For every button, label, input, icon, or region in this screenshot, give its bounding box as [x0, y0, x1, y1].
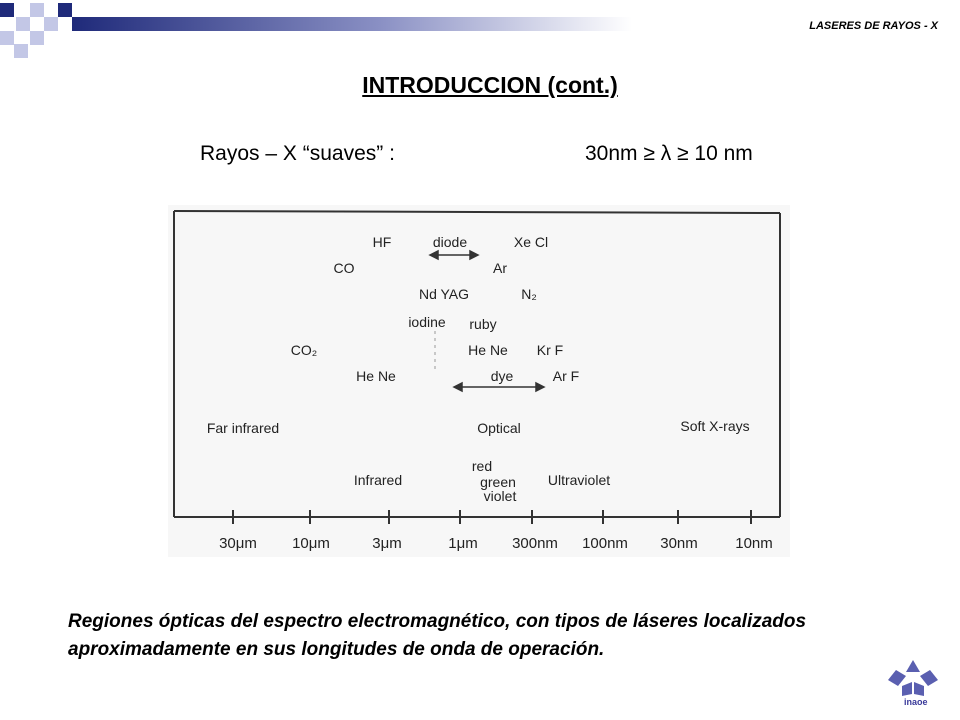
- laser-hene-2-label: He Ne: [356, 368, 396, 384]
- subtitle-left: Rayos – X “suaves” :: [200, 142, 395, 165]
- laser-co2-label: CO₂: [290, 342, 318, 358]
- region-optical-label: Optical: [477, 420, 521, 436]
- diode-range-arrow: [430, 251, 478, 259]
- laser-ruby-label: ruby: [469, 316, 497, 332]
- header-text: LASERES DE RAYOS - X: [809, 20, 938, 32]
- axis-tick-label: 10nm: [735, 535, 773, 552]
- laser-xecl-label: Xe Cl: [513, 234, 549, 250]
- laser-hf-label: HF: [372, 234, 392, 250]
- laser-hene-label: He Ne: [468, 342, 508, 358]
- laser-krf-label: Kr F: [536, 342, 564, 358]
- laser-ndyag-label: Nd YAG: [418, 286, 470, 302]
- laser-iodine-label: iodine: [408, 314, 446, 330]
- subtitle-range: 30nm ≥ λ ≥ 10 nm: [585, 142, 753, 165]
- axis-tick-label: 3μm: [372, 535, 402, 552]
- axis-tick-label: 10μm: [292, 535, 330, 552]
- figure-caption: Regiones ópticas del espectro electromagnético, con tipos de láseres localizados aproximadamente en sus longitudes de onda de operación.: [68, 611, 807, 660]
- spectrum-frame: [168, 205, 790, 557]
- laser-ar-label: Ar: [493, 260, 507, 276]
- laser-dye-label: dye: [490, 368, 514, 384]
- region-ultraviolet-label: Ultraviolet: [547, 472, 611, 488]
- axis-tick-label: 30μm: [219, 535, 257, 552]
- page-title: INTRODUCCION (cont.): [362, 72, 618, 98]
- axis-tick-label: 30nm: [660, 535, 698, 552]
- region-soft-xrays-label: Soft X-rays: [680, 418, 750, 434]
- laser-n2-label: N₂: [521, 286, 537, 302]
- spectrum-figure: [168, 205, 790, 557]
- region-violet-label: violet: [483, 488, 517, 504]
- region-red-label: red: [471, 458, 493, 474]
- axis-tick-label: 1μm: [448, 535, 478, 552]
- dye-range-arrow: [454, 383, 544, 391]
- region-infrared-label: Infrared: [353, 472, 403, 488]
- axis-tick-label: 100nm: [582, 535, 628, 552]
- frame-top: [174, 211, 780, 213]
- laser-diode-label: diode: [432, 234, 468, 250]
- laser-arf-label: Ar F: [552, 368, 580, 384]
- axis-tick-label: 300nm: [512, 535, 558, 552]
- logo-text: inaoe: [904, 697, 928, 707]
- laser-co-label: CO: [333, 260, 355, 276]
- region-far-infrared-label: Far infrared: [206, 420, 280, 436]
- region-green-label: green: [480, 474, 516, 490]
